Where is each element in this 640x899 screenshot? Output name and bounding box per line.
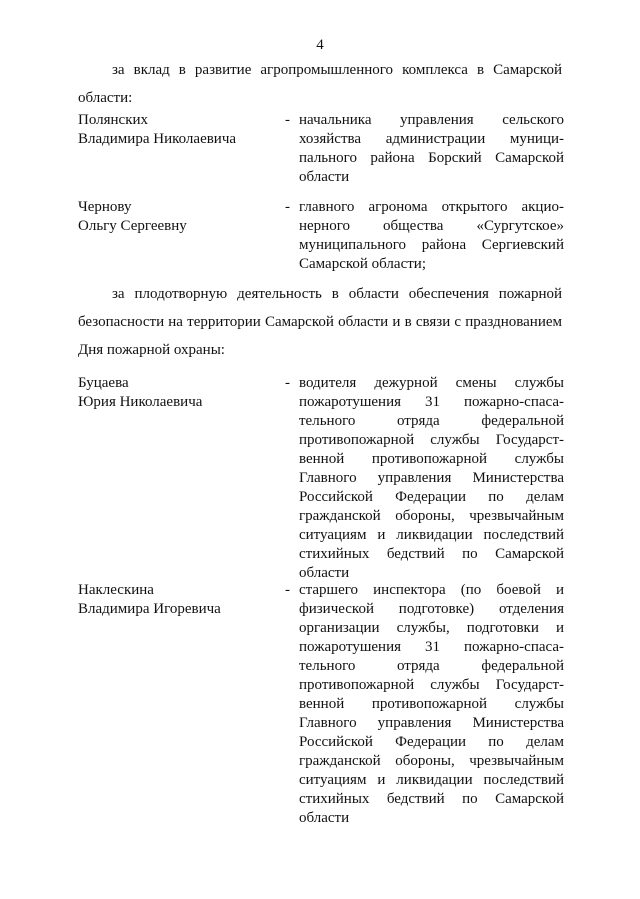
position-line: гражданской обороны, чрезвычайным [299, 753, 564, 769]
position-line: главного агронома открытого акцио- [299, 199, 564, 215]
awardee-entry [78, 374, 564, 581]
awardee-position [299, 198, 564, 274]
entry-dash: - [285, 199, 290, 215]
position-line: Главного управления Министерства [299, 715, 564, 731]
position-line: ситуациям и ликвидации последствий [299, 772, 564, 788]
position-line: хозяйства администрации муници- [299, 131, 564, 147]
position-line: венной противопожарной службы [299, 451, 564, 467]
position-line: области [299, 565, 350, 581]
awardee-position [299, 374, 564, 583]
position-line: Российской Федерации по делам [299, 489, 564, 505]
awardee-name [78, 111, 278, 149]
entry-dash: - [285, 582, 290, 598]
position-line: Российской Федерации по делам [299, 734, 564, 750]
position-line: стихийных бедствий по Самарской [299, 791, 564, 807]
awardee-entry [78, 581, 564, 826]
paragraph-line: за вклад в развитие агропромышленного комплекса в Самарской [112, 62, 562, 78]
awardee-given-name: Владимира Игоревича [78, 601, 221, 617]
awardee-name [78, 198, 278, 236]
position-line: Самарской области; [299, 256, 426, 272]
position-line: ситуациям и ликвидации последствий [299, 527, 564, 543]
awardee-surname: Наклескина [78, 582, 154, 598]
position-line: противопожарной службы Государст- [299, 432, 564, 448]
award-paragraph-agro [78, 61, 562, 117]
paragraph-line: области: [78, 90, 133, 106]
entry-dash: - [285, 112, 290, 128]
awardee-given-name: Ольгу Сергеевну [78, 218, 187, 234]
awardee-position [299, 581, 564, 828]
awardee-entry [78, 198, 564, 272]
paragraph-line: за плодотворную деятельность в области обеспечения пожарной [112, 286, 562, 302]
position-line: нерного общества «Сургутское» [299, 218, 564, 234]
awardee-given-name: Владимира Николаевича [78, 131, 237, 147]
awardee-surname: Чернову [78, 199, 132, 215]
position-line: муниципального района Сергиевский [299, 237, 564, 253]
position-line: тельного отряда федеральной [299, 413, 564, 429]
position-line: гражданской обороны, чрезвычайным [299, 508, 564, 524]
position-line: физической подготовке) отделения [299, 601, 564, 617]
paragraph-line: безопасности на территории Самарской области и в связи с празднованием [78, 314, 562, 330]
awardee-given-name: Юрия Николаевича [78, 394, 203, 410]
paragraph-line: Дня пожарной охраны: [78, 342, 225, 358]
position-line: пального района Борский Самарской [299, 150, 564, 166]
position-line: старшего инспектора (по боевой и [299, 582, 564, 598]
awardee-position [299, 111, 564, 187]
position-line: области [299, 810, 350, 826]
position-line: противопожарной службы Государст- [299, 677, 564, 693]
award-paragraph-fire-safety [78, 285, 562, 369]
awardee-name [78, 374, 278, 412]
awardee-name [78, 581, 278, 619]
awardee-surname: Полянских [78, 112, 149, 128]
entry-dash: - [285, 375, 290, 391]
position-line: венной противопожарной службы [299, 696, 564, 712]
page-number: 4 [316, 37, 324, 53]
position-line: начальника управления сельского [299, 112, 564, 128]
awardee-surname: Буцаева [78, 375, 129, 391]
position-line: области [299, 169, 350, 185]
position-line: тельного отряда федеральной [299, 658, 564, 674]
position-line: пожаротушения 31 пожарно-спаса- [299, 639, 564, 655]
position-line: организации службы, подготовки и [299, 620, 564, 636]
position-line: водителя дежурной смены службы [299, 375, 564, 391]
position-line: пожаротушения 31 пожарно-спаса- [299, 394, 564, 410]
position-line: Главного управления Министерства [299, 470, 564, 486]
position-line: стихийных бедствий по Самарской [299, 546, 564, 562]
awardee-entry [78, 111, 564, 185]
